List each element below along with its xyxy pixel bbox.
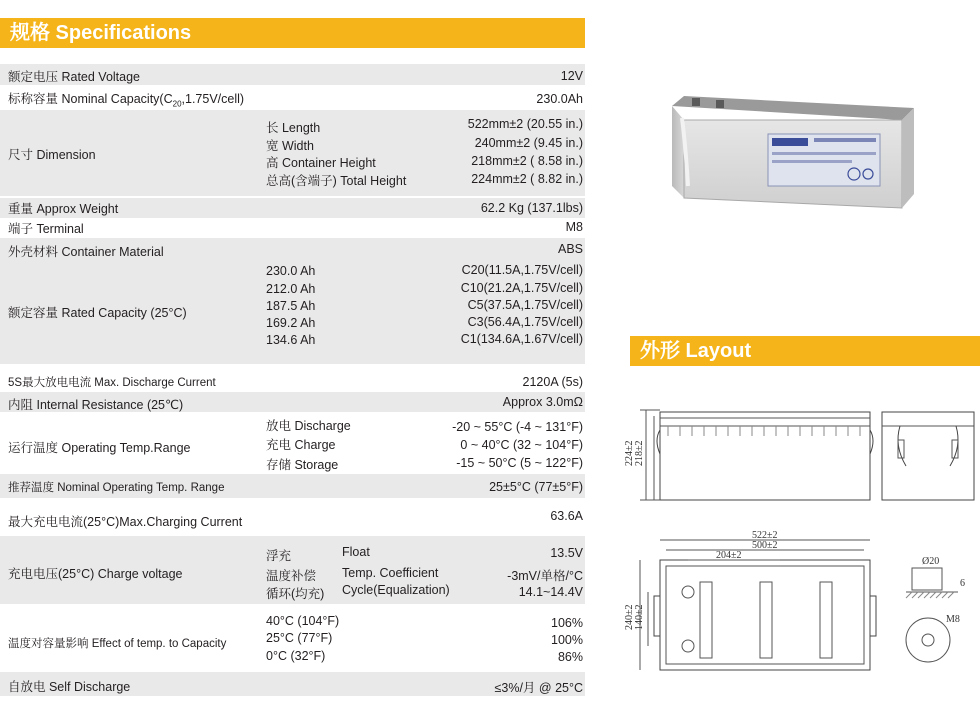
temp-0-value: 86% xyxy=(557,650,583,664)
dim-len1: 522±2 xyxy=(752,530,778,541)
temp-25-value: 100% xyxy=(551,633,583,647)
nominal-capacity-subscript: 20 xyxy=(172,99,182,109)
layout-header: 外形 Layout xyxy=(630,336,980,366)
cycle-en: Cycle(Equalization) xyxy=(342,583,450,597)
operating-temp-label: 运行温度 Operating Temp.Range xyxy=(8,441,191,455)
weight-row xyxy=(0,198,585,218)
self-discharge-row xyxy=(0,672,585,696)
capacity-ah-5: 134.6 Ah xyxy=(266,333,316,347)
nominal-capacity-label-a: 标称容量 Nominal Capacity(C xyxy=(8,92,173,106)
self-discharge-value: ≤3%/月 @ 25°C xyxy=(494,681,583,695)
temp-effect-row xyxy=(0,610,585,668)
charge-temp-name: 充电 Charge xyxy=(266,438,336,452)
width-value: 240mm±2 (9.45 in.) xyxy=(474,136,583,150)
container-height-value: 218mm±2 ( 8.58 in.) xyxy=(471,154,583,168)
top-view xyxy=(640,540,876,670)
float-cn: 浮充 xyxy=(266,549,292,563)
nominal-temp-row xyxy=(0,474,585,498)
dim-len3: 204±2 xyxy=(716,550,742,561)
rated-capacity-row xyxy=(0,260,585,364)
capacity-rate-3: C5(37.5A,1.75V/cell) xyxy=(467,298,583,312)
nominal-capacity-label-b: ,1.75V/cell) xyxy=(181,92,245,106)
float-en: Float xyxy=(342,545,370,559)
dim-h2: 218±2 xyxy=(634,440,645,466)
max-discharge-label: 5S最大放电电流 Max. Discharge Current xyxy=(8,377,216,389)
max-discharge-value: 2120A (5s) xyxy=(522,375,583,389)
temp-coef-value: -3mV/单格/°C xyxy=(507,569,583,583)
capacity-ah-2: 212.0 Ah xyxy=(266,282,316,296)
nominal-capacity-row xyxy=(0,86,585,108)
capacity-rate-1: C20(11.5A,1.75V/cell) xyxy=(461,263,583,277)
discharge-temp-value: -20 ~ 55°C (-4 ~ 131°F) xyxy=(452,420,583,434)
cycle-value: 14.1~14.4V xyxy=(518,585,583,599)
dim-d1: Ø20 xyxy=(922,556,940,567)
charge-voltage-label: 充电电压(25°C) Charge voltage xyxy=(8,567,183,581)
length-name: 长 Length xyxy=(266,121,321,135)
storage-temp-name: 存储 Storage xyxy=(266,458,339,472)
max-charging-value: 63.6A xyxy=(550,509,583,523)
internal-resistance-label: 内阻 Internal Resistance (25℃) xyxy=(8,398,184,412)
terminal-row xyxy=(0,218,585,238)
dim-d3: M8 xyxy=(946,614,960,625)
nominal-temp-value: 25±5°C (77±5°F) xyxy=(489,480,583,494)
battery-photo xyxy=(664,90,918,210)
dimension-label: 尺寸 Dimension xyxy=(8,148,96,162)
max-charging-label: 最大充电电流(25°C)Max.Charging Current xyxy=(8,515,243,529)
charge-temp-value: 0 ~ 40°C (32 ~ 104°F) xyxy=(460,438,583,452)
capacity-rate-4: C3(56.4A,1.75V/cell) xyxy=(467,315,583,329)
nominal-capacity-label xyxy=(8,89,244,109)
dim-d2: 6 xyxy=(960,578,965,589)
total-height-name: 总高(含端子) Total Height xyxy=(266,174,407,188)
max-discharge-row xyxy=(0,370,585,392)
discharge-temp-name: 放电 Discharge xyxy=(266,419,351,433)
rated-voltage-row xyxy=(0,64,585,85)
dim-h1: 224±2 xyxy=(624,440,635,466)
container-label: 外壳材料 Container Material xyxy=(8,245,164,259)
max-charging-row xyxy=(0,506,585,530)
dim-len2: 500±2 xyxy=(752,540,778,551)
operating-temp-row xyxy=(0,412,585,474)
side-view xyxy=(882,412,974,500)
layout-drawing xyxy=(620,400,980,700)
capacity-rate-5: C1(134.6A,1.67V/cell) xyxy=(460,332,583,346)
container-row xyxy=(0,238,585,260)
rated-capacity-label: 额定容量 Rated Capacity (25°C) xyxy=(8,306,187,320)
capacity-ah-3: 187.5 Ah xyxy=(266,299,316,313)
dimension-row xyxy=(0,110,585,196)
capacity-rate-2: C10(21.2A,1.75V/cell) xyxy=(460,281,583,295)
container-value: ABS xyxy=(557,242,583,256)
specifications-header: 规格 Specifications xyxy=(0,18,585,48)
dim-w1: 240±2 xyxy=(624,604,635,630)
capacity-ah-4: 169.2 Ah xyxy=(266,316,316,330)
temp-effect-label: 温度对容量影响 Effect of temp. to Capacity xyxy=(8,638,227,650)
weight-label: 重量 Approx Weight xyxy=(8,202,119,216)
float-value: 13.5V xyxy=(550,546,583,560)
nominal-capacity-value: 230.0Ah xyxy=(536,92,583,106)
internal-resistance-row xyxy=(0,392,585,412)
total-height-value: 224mm±2 ( 8.82 in.) xyxy=(471,172,583,186)
self-discharge-label: 自放电 Self Discharge xyxy=(8,680,131,694)
temp-0-name: 0°C (32°F) xyxy=(266,649,326,663)
terminal-value: M8 xyxy=(565,220,583,234)
rated-voltage-value: 12V xyxy=(560,69,583,83)
front-view xyxy=(640,410,873,500)
rated-voltage-label: 额定电压 Rated Voltage xyxy=(8,70,141,84)
storage-temp-value: -15 ~ 50°C (5 ~ 122°F) xyxy=(456,456,583,470)
capacity-ah-1: 230.0 Ah xyxy=(266,264,316,278)
temp-coef-en: Temp. Coefficient xyxy=(342,566,439,580)
cycle-cn: 循环(均充) xyxy=(266,587,325,601)
weight-value: 62.2 Kg (137.1lbs) xyxy=(480,201,583,215)
charge-voltage-row xyxy=(0,536,585,604)
length-value: 522mm±2 (20.55 in.) xyxy=(467,117,583,131)
temp-40-name: 40°C (104°F) xyxy=(266,614,340,628)
terminal-label: 端子 Terminal xyxy=(8,222,84,236)
temp-25-name: 25°C (77°F) xyxy=(266,631,333,645)
temp-coef-cn: 温度补偿 xyxy=(266,569,317,583)
container-height-name: 高 Container Height xyxy=(266,156,376,170)
temp-40-value: 106% xyxy=(551,616,583,630)
dim-w2: 140±2 xyxy=(634,604,645,630)
width-name: 宽 Width xyxy=(266,139,314,153)
nominal-temp-label: 推荐温度 Nominal Operating Temp. Range xyxy=(8,482,225,494)
internal-resistance-value: Approx 3.0mΩ xyxy=(502,395,583,409)
